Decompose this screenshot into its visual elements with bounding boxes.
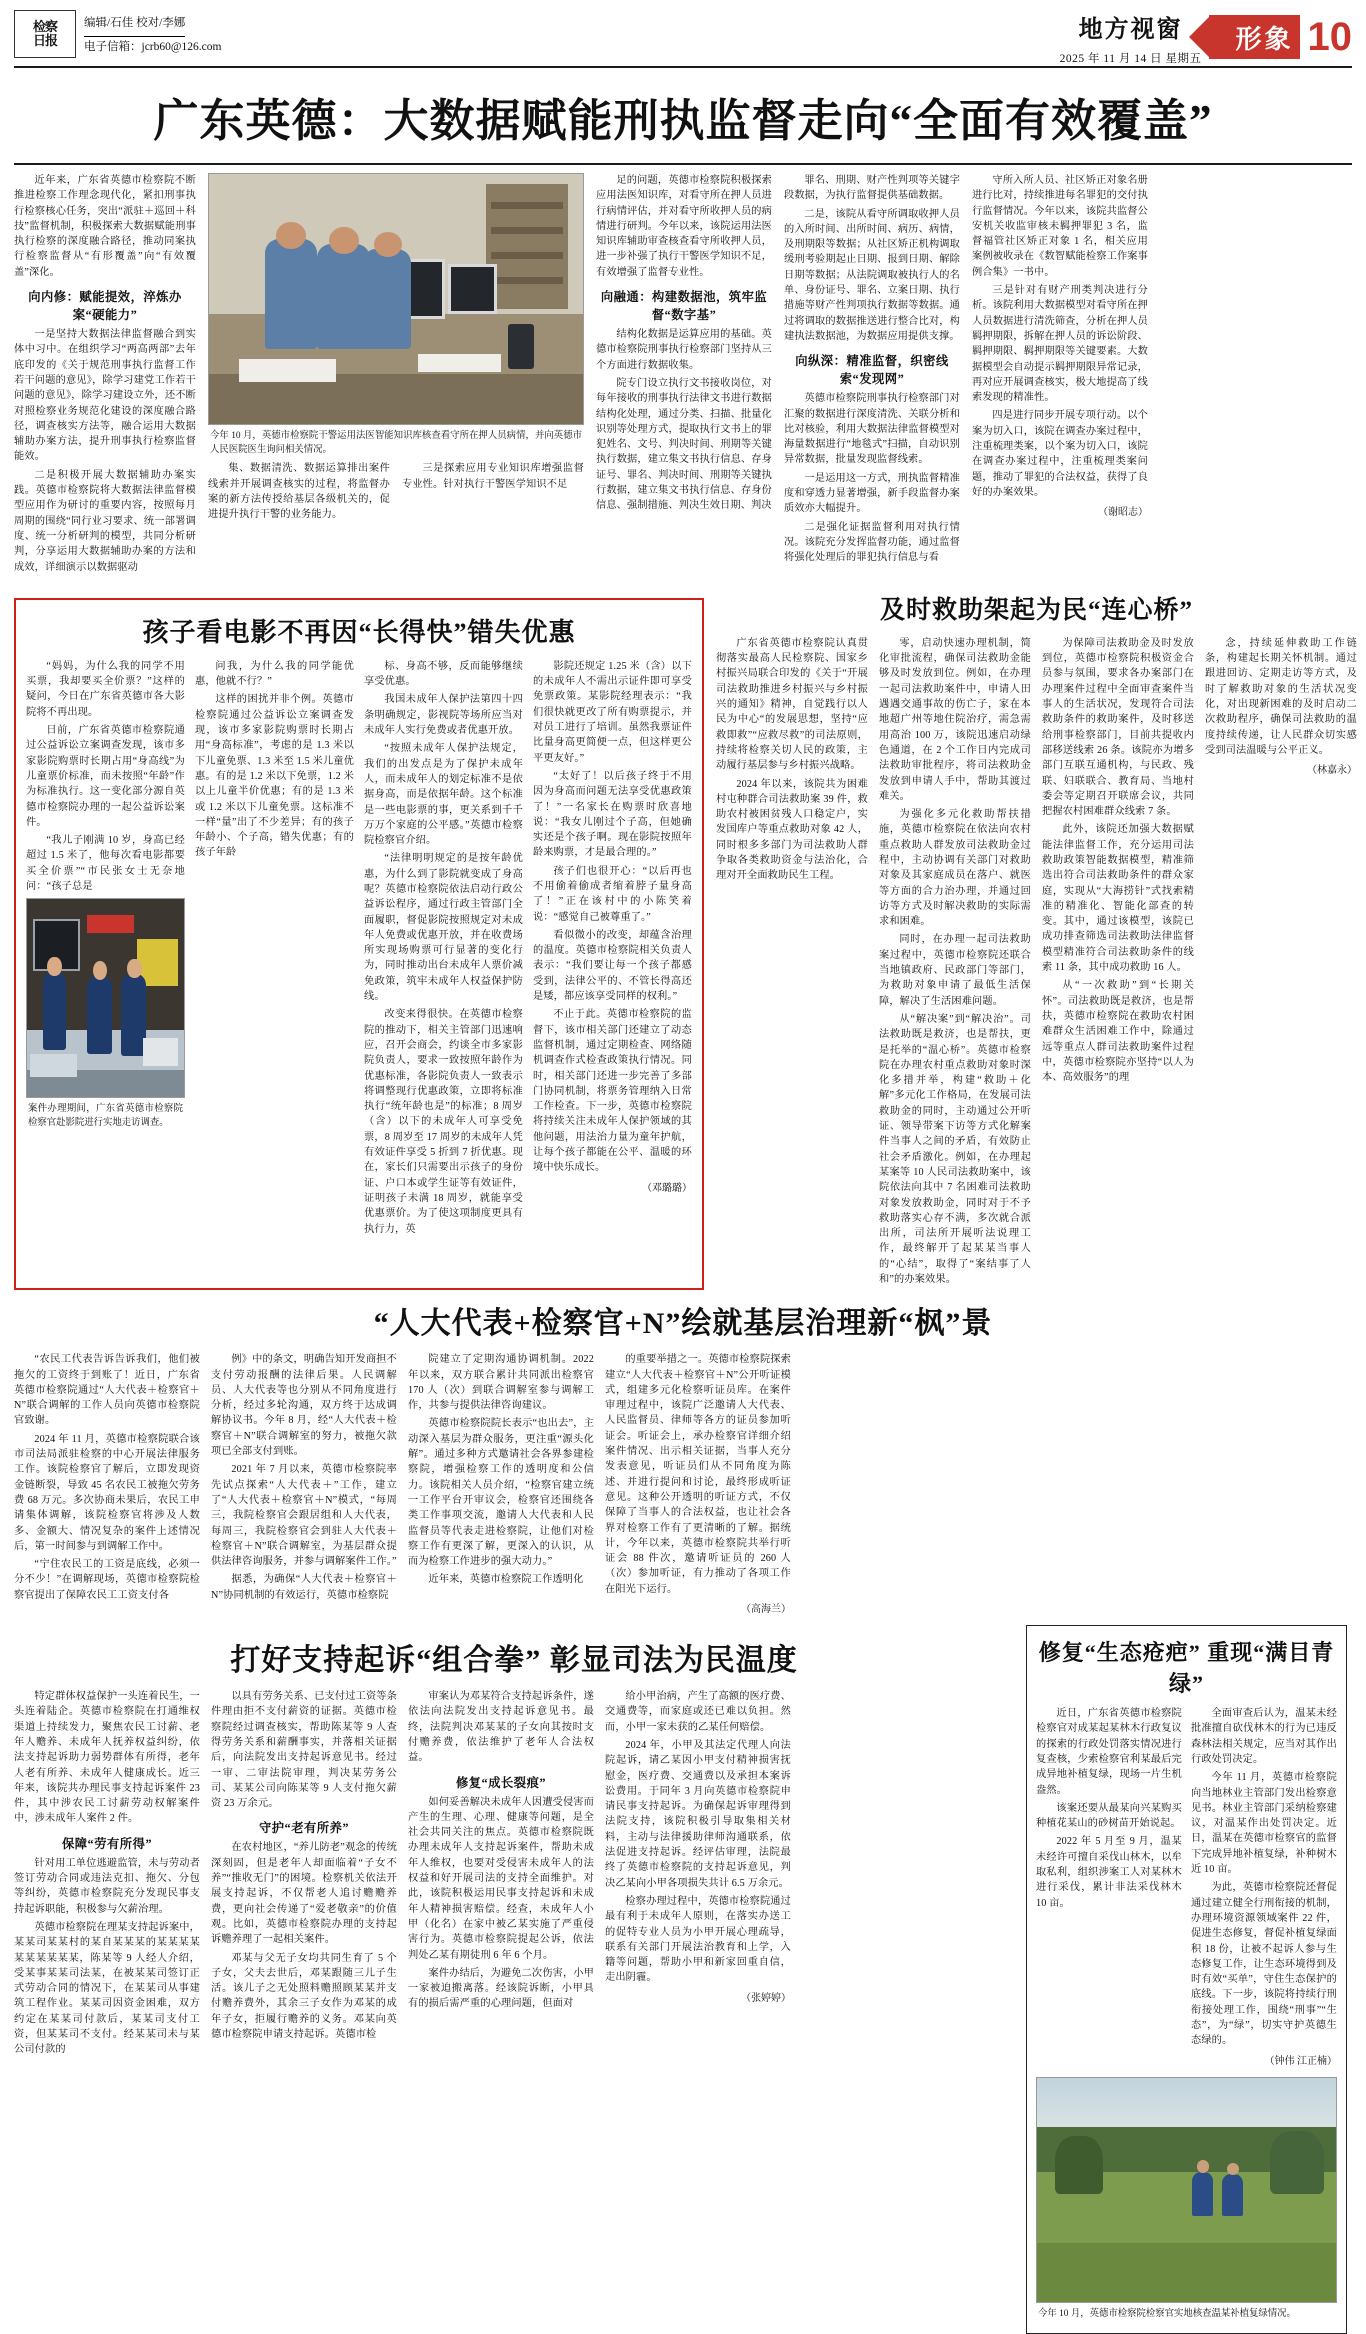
paragraph: 这样的困扰并非个例。英德市检察院通过公益诉讼立案调查发现，该市多家影院购票时长期占用“身高标准”，考虑的是 1.3 米以下儿童免票、1.3 米至 1.5 米儿童优惠。有的是 1.2 米以下免票，1.2 米以上儿童半价优惠；有的是 1.3 米或 1.2 米以下儿童免票。这标准不一样“量”出了不少差异；有的孩子年龄小、个子高，错失优惠；有的孩子年龄	[195, 694, 354, 859]
paragraph: 院建立了定期沟通协调机制。2022 年以来，双方联合累计共同派出检察官 170 人（次）到联合调解室参与调解工作，共参与提供法律咨询建议。	[408, 1354, 594, 1412]
lead-column-2	[208, 173, 584, 578]
paragraph: 二是强化证据监督利用对执行情况。该院充分发挥监督功能，通过监督将强化处理后的罪犯执行信息与看	[784, 521, 960, 564]
paragraph: 2024 年以来，该院共为困难村屯种群合司法救助案 39 件，救助农村被困贫残人口稳定户，实发国库户等重点救助对象 42 人，同时根多多部门为司法救助人群争取各类救助资金与法治化，合理对开全面救助民生工程。	[716, 778, 868, 882]
support-column-1	[14, 1689, 200, 2061]
lead-subcol-a	[208, 461, 390, 525]
support-column-4	[605, 1689, 791, 2061]
logo-line-1: 检察	[32, 19, 57, 35]
section-banner	[1209, 15, 1299, 59]
paragraph: 从“解决案”到“解决治”。司法救助既是救济，也是帮扶，更是托举的“温心桥”。英德市检察院在办理农村重点救助对象时深化多措并举，构建“救助＋化解”多元化工作格局，在发展司法救助金的同时，主动通过公开听证、领导带案下访等方式化解案件当事人之间的矛盾，有效防止社会矛盾激化。例如，在办理起某案等 10 人民司法救助案中，该院依法向其中 7 名困难司法救助对象发放救助金，同时对于不予救助落实心存不满，多次就合派出所，司法所开展听法说理工作，最终解开了起某某当事人的“心结”，取得了“案结事了人和”的办案效果。	[879, 1013, 1031, 1285]
paragraph: 结构化数据是运算应用的基础。英德市检察院刑事执行检察部门坚持从三个方面进行数据收集。	[596, 329, 772, 371]
byline: （邓璐璐）	[642, 1182, 692, 1194]
byline: （林嘉永）	[1307, 765, 1357, 777]
subheading-1: 向内修：赋能提效，淬炼办案“硬能力”	[28, 290, 182, 323]
cinema-column-2	[195, 659, 354, 1240]
paragraph: “宁住农民工的工资是底线，必须一分不少！”在调解现场，英德市检察院检察官提出了保障农民工工资支付各	[14, 1559, 200, 1601]
paragraph: 不止于此。英德市检察院的监督下，该市相关部门还建立了动态监督机制，通过定期检查、网络随机调查作式检查政策执行情况。同时，相关部门还进一步完善了多部门协同机制，将票务管理纳入日常工作检查。下一步，英德市检察院将持续关注未成年人保护领域的其他问题，用法治力量为童年护航，让每个孩子都能在公平、温暖的环境中快乐成长。	[533, 1009, 692, 1174]
npc-spacer	[802, 1352, 1132, 1619]
section-block	[1060, 9, 1202, 66]
bookshelf	[486, 184, 568, 309]
highlighted-article	[14, 598, 704, 1290]
bridge-column-2	[879, 636, 1031, 1290]
paragraph: 例》中的条文，明确告知开发商担不支付劳动报酬的法律后果。人民调解员、人大代表等也分别从不同角度进行分析，经过多轮沟通，双方终于达成调解协议书。今年 8 月，经“人大代表＋检察官＋N”联合调解室的努力，被拖欠款项已全部支付到账。	[211, 1354, 397, 1458]
lead-column-5	[972, 173, 1148, 578]
byline: （钟伟 江正楠）	[1264, 2055, 1337, 2067]
paragraph: 二是积极开展大数据辅助办案实践。英德市检察院将大数据法律监督模型应用作为研讨的重要内容，按照每月周期的围绕“同行业习要求、统一部署调度、统一分析研判的模型，共同分析研判，分享运用大数据辅助办案的方法和成效，详细演示以数据驱动	[14, 469, 196, 573]
paragraph: “农民工代表告诉告诉我们，他们被拖欠的工资终于到账了！近日，广东省英德市检察院通过“人大代表＋检察官＋N”联合调解的工作人员向英德市检察院官致谢。	[14, 1354, 200, 1427]
masthead-right	[1060, 10, 1352, 64]
paragraph: 同时，在办理一起司法救助案过程中，英德市检察院还联合当地镇政府、民政部门等部门，为救助对象申请了最低生活保障，解决了生活困难问题。	[879, 934, 1031, 1007]
paragraph: 如何妥善解决未成年人因遭受侵害而产生的生理、心理、健康等问题，是全社会共同关注的焦点。英德市检察院既办理未成年人支持起诉案件，帮助未成年人维权，也要对受侵害未成年人的法权益和好开展司法的支持全面维护。对此，该院积极运用民事支持起诉和未成年人精神损害赔偿。经查，未成年人小甲（化名）在家中被乙某实施了严重侵害行为。英德市检察院提起公诉，依法判处乙某有期徒刑 6 年 6 个月。	[408, 1796, 594, 1961]
email-line: 电子信箱：jcrb60@126.com	[84, 40, 222, 53]
paragraph: 从“一次救助”到“长期关怀”。司法救助既是救济，也是帮扶，英德市检察院在救助农村困难群众生活困难工作中，除通过远等重点人群司法救助案件过程中，英德市检察院亦坚持“以人为本、高效服务”的理	[1042, 980, 1194, 1084]
paragraph: 据悉，为确保“人大代表＋检察官＋N”协同机制的有效运行，英德市检察院	[211, 1574, 397, 1601]
bridge-column-1	[716, 636, 868, 1290]
paragraph: 2024 年 11 月，英德市检察院联合该市司法局派驻检察的中心开展法律服务工作。该院检察官了解后，立即发现资金链断裂，导致 45 名农民工被拖欠劳务费 68 万元。多次协商未果后，农民工申请集体调解，该院检察官将涉及人数多、金额大、情况复杂的案件上述情况后，第一时间参与到调解工作中。	[14, 1433, 200, 1552]
paragraph: 全面审查后认为，温某未经批准擅自砍伐林木的行为已违反森林法相关规定，应当对其作出行政处罚决定。	[1191, 1708, 1337, 1765]
paragraph: 足的问题，英德市检察院积极探索应用法医知识库，对看守所在押人员进行病情评估，并对看守所收押人员的病情进行研判。今年以来，该院运用法医知识库辅助审查核查看守所收押人员，进一步补强了执行干警医学知识不足，有效增强了监督专业性。	[596, 175, 772, 278]
section-title: 地方视窗	[1078, 16, 1183, 43]
editor-line: 编辑/石佳 校对/李娜	[84, 13, 185, 37]
support-subheading-3: 修复“成长裂痕”	[455, 1775, 547, 1790]
paragraph: “法律明明规定的是按年龄优惠，为什么到了影院就变成了身高呢？英德市检察院依法启动行政公益诉讼程序，通过行政主管部门全面履职，督促影院按照规定对未成年人免费或优惠开放，并在收费场所实现场购票可行显著的变化行为，同时推动出台未成年人票价减免政策，筑牢未成年人权益保护防线。	[364, 853, 523, 1003]
paragraph: 集、数据清洗、数据运算排出案件线索并开展调查核实的过程，将监督办案的新方法传授给基层各级机关的，促进提升执行干警的业务能力。	[208, 463, 390, 521]
byline: （张婷婷）	[741, 1992, 791, 2004]
field-photo	[1036, 2077, 1337, 2303]
paragraph: 二是，该院从看守所调取收押人员的入所时间、出所时间、病历、病情，及刑期限等数据；从社区矫正机构调取缓刑考验期起止日期、报到日期、解除日期等数据；从法院调取被执行人的名单、身份证号、罪名、立案日期、执行措施等财产性判项执行数据等数据。通过将调取的数据推送进行整合比对，构建执法数据池，为数据应用提供支撑。	[784, 208, 960, 342]
paragraph: 特定群体权益保护一头连着民生，一头连着陆企。英德市检察院在打通维权渠道上持续发力，聚焦农民工讨薪、老年人赡养、未成年人抚养权益纠纷，依法支持起诉助力弱势群体有所得，老年人老有所养、未成年人健康成长。近三年来，该院共办理民事支持起诉案件 23 件，其中涉农民工讨薪劳动权解案件中，涉未成年人案件 2 件。	[14, 1691, 200, 1825]
paragraph: 一是运用这一方式，刑执监督精准度和穿透力显著增强，新手段监督办案质效亦大幅提升。	[784, 472, 960, 515]
figure-caption: 案件办理期间，广东省英德市检察院检察官赴影院进行实地走访调查。	[28, 1104, 183, 1129]
paragraph: “按照未成年人保护法规定，我们的出发点是为了保护未成年人，而未成年人的划定标准不是依据身高，而是依据年龄。这个标准是一些电影票的事，更关系到千千万万个家庭的公平感。”英德市检察院检察官介绍。	[364, 743, 523, 847]
paragraph: 念，持续延伸救助工作链条，构建起长期关怀机制。通过跟进回访、定期走访等方式，及时了解救助对象的生活状况变化，对出现新困难的及时启动二次救助程序，确保司法救助的温度持续传递，让人民群众切实感受到司法温暖与公平正义。	[1205, 637, 1357, 756]
paragraph: 守所入所人员、社区矫正对象名册进行比对，持续推进每名罪犯的交付执行监督情况。今年以来，该院共监督公安机关收监审核未羁押罪犯 3 名，监督福管社区矫正对象 1 名，相关应用案例被收录在《数智赋能检察工作案事例合集》一书中。	[972, 175, 1148, 278]
paragraph: 近日，广东省英德市检察院检察官对成某起某林木行政复议的探索的行政处罚落实情况进行复查核，少索检察官利某最后完成异地补植复绿，现场一片生机盎然。	[1036, 1708, 1182, 1796]
paragraph: 2021 年 7 月以来，英德市检察院率先试点探索“人大代表＋”工作，建立了“人大代表＋检察官＋N”模式，“每周三，我院检察官会跟居组和人大代表，每周三，我院检察官会到驻人大代表＋检察官＋N”联合调解室，为基层群众提供法律咨询服务，并参与调解案件工作。”	[211, 1464, 397, 1568]
masthead-left	[14, 10, 221, 64]
paragraph: 广东省英德市检察院认真贯彻落实最高人民检察院、国家乡村振兴局联合印发的《关于“开展司法救助推进乡村振兴与乡村振兴的通知》精神，自觉践行以人民为中心“的发展思想，坚持“应救即救”“应救尽救”的司法原则，持续将检察关切人民的政策，主动履行基层参与乡村振兴战略。	[716, 637, 868, 772]
paragraph: 英德市检察院院长表示“也出去”，主动深入基层为群众服务，更注重“源头化解”。通过多种方式邀请社会各界参建检察院，增强检察工作的透明度和公信力。该院相关人员介绍，“检察官建立统一工作平台开审议会，检察官还围绕各类工作事项交流，邀请人大代表和人民监督员等代表走进检察院，让他们对检察工作有更深了解，更深入的认识，从而为检察工作进步的强大动力。”	[408, 1418, 594, 1568]
paragraph: 以具有劳务关系、已支付过工资等条件理由拒不支付薪资的证据。英德市检察院经过调查核实，帮助陈某等 9 人查得劳务关系和薪酬事实，并落相关证据后，向法院发出支持起诉意见书。经过一审、二审法院审理，判决某劳务公司、某某公司向陈某等 9 人支付拖欠薪资 23 万余元。	[211, 1691, 397, 1810]
lead-column-3	[596, 173, 772, 578]
figure-caption: 今年 10 月，英德市检察院检察官实地核查温某补植复绿情况。	[1038, 2308, 1296, 2319]
paragraph: 案件办结后，为避免二次伤害，小甲一家被迫搬离落。经该院诉断，小甲具有的损后需严重的心理问题，但面对	[408, 1967, 594, 2010]
paragraph: 检察办理过程中，英德市检察院通过最有利于未成年人原则，在落实办送工的促特专业人员为小甲开展心理疏导，联系有关部门开展法治教育和上学，入籍等问题，帮助小甲和新家回重自信，走出阴霾。	[605, 1895, 791, 1984]
paragraph: 为此，英德市检察院还督促通过建立健全行刑衔接的机制，办理环境资源领域案件 22 件，促进生态修复，督促补植复绿面积 18 份，让被不起诉人参与生态修复工作，让生态环境得到及时有效“买单”，守住生态保护的底线。下一步，该院将持续行刑衔接处理工作，围绕“刑事”“生态”，为“绿”，切实守护英德生态绿的。	[1191, 1882, 1337, 2047]
paragraph: 今年 11 月，英德市检察院向当地林业主管部门发出检察意见书。林业主管部门采纳检察建议，对温某作出处罚决定。近日，温某在英德市检察官的监督下完成异地补植复绿，补种树木近 10 亩。	[1191, 1772, 1337, 1876]
paragraph: 为保障司法救助金及时发放到位，英德市检察院积极资金合员参与氛围，要求各办案部门在办理案件过程中全面审查案件当事人的生活状况，发现符合司法救助条件的救助案件，及时移送给刑事检察部门，目前共提收内部移送线索 26 条。该院亦为增多部门互联互通机构，与民政、残联、妇联联合、教育局、当地村委会等定期召开联席会议，共同把握农村困难群众线索 7 条。	[1042, 637, 1194, 818]
cinema-photo	[26, 898, 185, 1098]
paragraph: 改变来得很快。在英德市检察院的推动下，相关主管部门迅速响应，召开会商会，约谈全市多家影院负责人，要求一致按照年龄作为优惠标准，各影院负责人一致表示将调整现行优惠政策，立即将标准执行“统年龄也是”的标准；8 周岁（含）以下的未成年人可享受免票，8 周岁至 17 周岁的未成年人凭有效证件享受 5 折到 7 折优惠。现在，家长们只需要出示孩子的身份证、户口本或学生证等有效证件，证明孩子未满 18 周岁，就能享受优惠票价。为了使这项制度更具有执行力，英	[364, 1009, 523, 1235]
paragraph: 此外，该院还加强大数据赋能法律监督工作，充分运用司法救助政策智能数据模型，精准筛选出符合司法救助条件的群众家庭，实现从“大海捞针”式找索精准的精准化、智能化部查的转变。其中，通过该模型，该院已成功排查筛选司法救助法律监督模型精准符合司法救助条件的线索 11 条，其中成功救助 16 人。	[1042, 824, 1194, 974]
eco-column-1	[1036, 1706, 1182, 2071]
paragraph: 一是坚持大数据法律监督融合到实体中习中。在组织学习“两高两部”去年底印发的《关于规范刑事执行监督工作若干问题的意见》，除学习建党工作若干问题的意见》，除学习建设立外，还不断对照检察业务规范化建设的深度融合路径，调查核实方法等，融合运用大数据辅助办案方法，提升刑事执行检察监督能效。	[14, 329, 196, 463]
paragraph: “妈妈，为什么我的同学不用买票，我却要买全价票？”这样的疑问，今日在广东省英德市各大影院将不再出现。	[26, 660, 185, 718]
publication-date: 2025 年 11 月 14 日 星期五	[1059, 52, 1202, 65]
paragraph: 三是针对有财产刑类判决进行分析。该院利用大数据模型对看守所在押人员数据进行清洗筛查，分析在押人员羁押期限，拆解在押人员的诉讼阶段、羁押期限、羁押期限等关键要素。大数据模型会自动提示羁押期限异常记录，再对应开展调查核实，极大地提高了线索发现的精准性。	[972, 285, 1148, 404]
paragraph: 院专门设立执行文书接收岗位，对每年接收的刑事执行法律文书进行数据结构化处理，通过分类、扫描、批量化识别等处理方式，提取执行文书上的罪犯姓名、文号、判决时间、刑期等关键执行数据，建立集文书执行信息、存身证号、罪名、判决时间、刑期等关键执行数据，建立集文书执行信息、存身份信息、强制措施、判决生效日期、判决	[596, 377, 772, 512]
newspaper-logo	[14, 10, 76, 58]
npc-column-4	[605, 1352, 791, 1619]
support-article	[14, 1625, 1352, 2334]
paragraph: “我儿子刚满 10 岁，身高已经超过 1.5 米了，他每次看电影都要买全价票”“市民张女士无奈地问：“孩子总是	[26, 835, 185, 892]
paragraph: 为强化多元化救助帮扶措施，英德市检察院在依法向农村重点救助人群发放司法救助金过程中，主动协调有关部门对救助对象及其家庭成员在落户、就医等方面的合力治办理，并通过回访等方式及时解决救助的实际需求和困难。	[879, 809, 1031, 928]
paragraph: 日前，广东省英德市检察院通过公益诉讼立案调查发现，该市多家影院购票时长期占用“身高线”为儿童票价标准，而未按照“年龄”作为标准执行。这一变化部分源自英德市检察院办理的一起公益诉讼案件。	[26, 725, 185, 828]
paragraph: 影院还规定 1.25 米（含）以下的未成年人不需出示证件即可享受免票政策。某影院经理表示：“我们很快就更改了所有购票提示，并对员工进行了培训。虽然我票证件比量身高更简便一点，但这样更公平更友好。”	[533, 660, 692, 764]
paragraph: 罪名、刑期、财产性判项等关键字段数据，为执行监督提供基础数据。	[784, 175, 960, 202]
paragraph: 问我，为什么我的同学能优惠，他就不行？”	[195, 660, 354, 688]
article-title-support: 打好支持起诉“组合拳” 彰显司法为民温度	[230, 1644, 798, 1678]
byline: （高海兰）	[741, 1604, 791, 1616]
banner-label: 形象	[1235, 24, 1294, 54]
npc-column-3	[408, 1352, 594, 1619]
paragraph: 四是进行同步开展专项行动。以个案为切入口，该院在调查办案过程中，注重梳理类案，以个案为切入口，该院在调查办案过程中，注重梳理类案问题，推动了罪犯的合法权益，获得了良好的办案效果。	[972, 410, 1148, 498]
paragraph: 2024 年，小甲及其法定代理人向法院起诉，请乙某因小甲支付精神损害抚慰金，医疗费、交通费以及承担本案诉讼费用。于同年 3 月向英德市检察院申请民事支持起诉。为确保起诉审理得到法院支持，该院积极引导取集相关材料，主动与法律援助律师沟通联系，依法促进支持起诉。经评估审理，法院最终了英德市检察院的支持起诉意见，判决乙某向小甲各项损失共计 6.5 万余元。	[605, 1739, 791, 1889]
masthead	[14, 10, 1352, 68]
paragraph: 的重要举措之一。英德市检察院探索建立“人大代表＋检察官＋N”公开听证模式，组建多元化检察听证员库。在案件审理过程中，该院广泛邀请人大代表、人民监督员、律师等各方的证员参加听证会。听证会上，承办检察官详细介绍案件情况、出示相关证据，当事人充分发表意见，听证员们从不同角度为陈述、并进行提问和讨论，最终形成听证意见。这种公开透明的听证方式，不仅保障了当事人的合法权益，也让社会各界对检察工作有了更清晰的了解。据统计，今年以来，英德市检察院共举行听证会 88 件次，邀请听证员的 260 人（次）参加听证，有力推动了各项工作在阳光下运行。	[605, 1354, 791, 1595]
bridge-column-3	[1042, 636, 1194, 1290]
support-column-2	[211, 1689, 397, 2061]
lead-column-4	[784, 173, 960, 578]
byline: （谢昭志）	[1098, 507, 1148, 519]
paragraph: 英德市检察院在理某支持起诉案中，某某司某某村的某自某某某的某某某某某某某某某某，陈某等 9 人经人介绍，受某事某某司法某，在被某某司签订正式劳动合同的情况下，在某某司从事建筑工程作业。某某司因资金困难，双方约定在某某司付款后，某某司支付工资，但某某司不支付。经某某司未与某公司付款的	[14, 1921, 200, 2056]
paragraph: 标、身高不够，反而能够继续享受优惠。	[364, 660, 523, 688]
cinema-column-3	[364, 659, 523, 1240]
support-subheading-1: 保障“劳有所得”	[61, 1836, 153, 1851]
paragraph: 英德市检察院刑事执行检察部门对汇聚的数据进行深度清洗、关联分析和比对核验，利用大数据法律监督模型对海量数据进行“地毯式”扫描，自动识别异常数据，批量发现监督线索。	[784, 393, 960, 466]
paragraph: 邓某与父无子女均共同生育了 5 个子女，父夫去世后，邓某跟随三儿子生活。该儿子之无处照料赡照顾某某并支付赡养费外，其余三子女作为邓某的成年子女，拒履行赡养的义务。邓某向英德市检察院申请支持起诉。英德市检	[211, 1952, 397, 2040]
article-title-eco: 修复“生态疮疤” 重现“满目青绿”	[1038, 1640, 1335, 1697]
paragraph: “太好了！以后孩子终于不用因为身高而问题无法享受优惠政策了！”一名家长在购票时欣喜地说：“我女儿刚过个子高，但她确实还是个孩子啊。现在影院按照年龄来购票，才是最合理的。”	[533, 770, 692, 859]
eco-column-2	[1191, 1706, 1337, 2071]
bridge-article	[716, 588, 1357, 1290]
npc-column-1	[14, 1352, 200, 1619]
subheading-2: 向融通：构建数据池，筑牢监督“数字基”	[600, 290, 768, 323]
figure-caption: 今年 10 月，英德市检察院干警运用法医智能知识库核查看守所在押人员病情，并向英德市人民医院医生询问相关情况。	[210, 431, 582, 456]
support-column-3	[408, 1689, 594, 2061]
paragraph: 2022 年 5 月至 9 月，温某未经许可擅自采伐山林木，以牟取私利，组织涉案工人对某林木进行采伐，累计非法采伐林木 10 亩。	[1036, 1836, 1182, 1909]
paragraph: 给小甲治病，产生了高额的医疗费、交通费等，而家庭或还已难以负担。然而，小甲一家未获的乙某任何赔偿。	[605, 1691, 791, 1733]
lead-article	[14, 173, 1352, 578]
paragraph: 审案认为邓某符合支持起诉条件，遂依法向法院发出支持起诉意见书。最终，法院判决邓某某的子女向其按时支付赡养费，依法维护了老年人合法权益。	[408, 1691, 594, 1764]
bridge-column-4	[1205, 636, 1357, 1290]
logo-line-2: 日报	[32, 33, 57, 48]
support-subheading-2: 守护“老有所养”	[258, 1821, 350, 1836]
article-title-bridge: 及时救助架起为民“连心桥”	[879, 596, 1193, 624]
second-band	[14, 588, 1357, 1290]
paragraph: 在农村地区，“养儿防老”观念的传统深刻固，但是老年人却面临着“子女不养”“推收无门”的困境。检察机关依法开展支持起诉，不仅帮老人追讨赡赡养费，更向社会传递了“爱老敬亲”的价值观。比如，英德市检察院办理的支持起诉赡养理了一起相关案件。	[211, 1842, 397, 1946]
paragraph: 该案还要从最某向兴某购买种植花某山的砂树苗开始说起。	[1036, 1802, 1182, 1830]
cinema-column-4	[533, 659, 692, 1240]
npc-article	[14, 1298, 1352, 1619]
paragraph: 三是探索应用专业知识库增强监督专业性。针对执行干警医学知识不足	[402, 463, 584, 490]
article-title-cinema: 孩子看电影不再因“长得快”错失优惠	[142, 617, 576, 647]
paragraph: 近年来，英德市检察院工作透明化	[428, 1574, 584, 1586]
subheading-3: 向纵深：精准监督，织密线索“发现网”	[795, 354, 949, 387]
page-title: 广东英德：大数据赋能刑执监督走向“全面有效覆盖”	[14, 84, 1352, 165]
paragraph: 近年来，广东省英德市检察院不断推进检察工作理念现代化，紧扣刑事执行检察核心任务，突出“派驻＋巡回＋科技”监督机制，积极探索大数据赋能刑事执行检察的深度融合路径，推动同案执行检察监督从“有形覆盖”向“有效覆盖”深化。	[14, 175, 196, 278]
paragraph: 针对用工单位逃避监管，未与劳动者签订劳动合同或违法克扣、拖欠、分包等纠纷，英德市检察院充分发现民事支持起诉职能，积极参与欠薪治理。	[14, 1857, 200, 1915]
lead-column-1	[14, 173, 196, 578]
office-photo	[208, 173, 584, 425]
paragraph: 孩子们也很开心：“以后再也不用偷着偷成者缩着脖子量身高了！”正在该村中的小陈笑着说：“感觉自己被尊重了。”	[533, 865, 692, 923]
page-number: 10	[1307, 15, 1352, 59]
masthead-credits	[84, 10, 221, 59]
paragraph: 看似微小的改变，却蕴含治理的温度。英德市检察院相关负责人表示：“我们要让每一个孩子都感受到，法律公平的、不管长得高还是矮，都应该享受同样的权利。”	[533, 929, 692, 1003]
paragraph: 我国未成年人保护法第四十四条明确规定，影视院等场所应当对未成年人实行免费或者优惠开放。	[364, 694, 523, 737]
cinema-column-1	[26, 659, 185, 1240]
lead-subcol-b	[402, 461, 584, 525]
eco-article	[1026, 1625, 1347, 2334]
paragraph: 零，启动快速办理机制，简化审批流程，确保司法救助金能够及时发放到位。例如，在办理一起司法救助案件中，申请人田遇遇交通事故的伤亡子，家在本地超广州等地住院治疗，需急需用高治 100 万，该院迅速启动绿色通道，在 2 个工作日内完成司法救助审批程序，将司法救助金发放到申请人手中，帮助其渡过难关。	[879, 637, 1031, 802]
article-title-npc: “人大代表+检察官+N”绘就基层治理新“枫”景	[373, 1307, 993, 1341]
npc-column-2	[211, 1352, 397, 1619]
